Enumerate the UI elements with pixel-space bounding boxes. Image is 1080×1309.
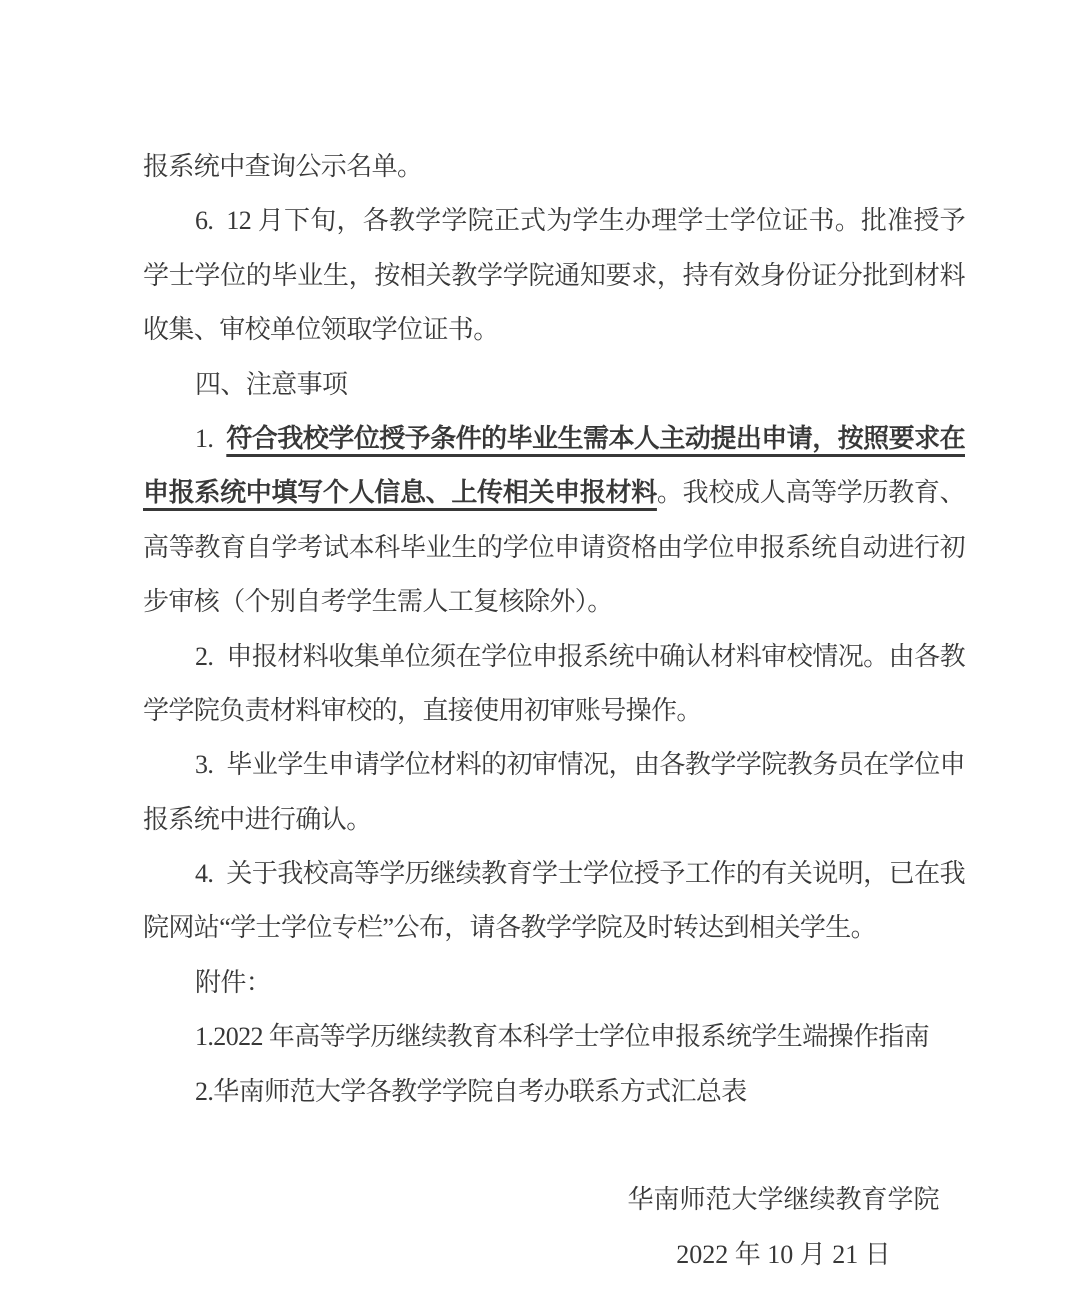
paragraph-number: 3. (195, 750, 214, 780)
signature-date-text: 2022 年 10 月 21 日 (676, 1239, 891, 1269)
note-1-line-1 (143, 412, 965, 466)
text-segment: 报系统中进行确认。 (143, 804, 372, 834)
para-6-line-1 (143, 194, 965, 248)
text-segment: 附件： (195, 967, 272, 997)
text-segment: 收集、审校单位领取学位证书。 (143, 315, 499, 345)
attachment-item-1 (143, 1010, 965, 1064)
text-segment: 院网站“学士学位专栏”公布，请各教学学院及时转达到相关学生。 (143, 913, 877, 943)
text-segment: 2.华南师范大学各教学学院自考办联系方式汇总表 (195, 1076, 747, 1106)
text-segment: 1.2022 年高等学历继续教育本科学士学位申报系统学生端操作指南 (195, 1022, 930, 1052)
signature-org (143, 1173, 965, 1227)
text-segment: 学学院负责材料审校的，直接使用初审账号操作。 (143, 695, 702, 725)
text-segment: 毕业学生申请学位材料的初审情况，由各教学学院教务员在学位申 (226, 750, 965, 780)
note-4-line-2 (143, 901, 965, 955)
text-segment: 。我校成人高等学历教育、 (656, 478, 965, 508)
text-segment: 报系统中查询公示名单。 (143, 152, 423, 181)
bold-underline-text: 申报系统中填写个人信息、上传相关申报材料 (143, 478, 657, 508)
paragraph-number: 6. (195, 206, 214, 236)
document-content (143, 140, 965, 1282)
para-6-line-3 (143, 303, 965, 357)
note-3-line-1 (143, 738, 965, 792)
blank-line (143, 1119, 965, 1173)
note-2-line-1 (143, 630, 965, 684)
paragraph-number: 1. (195, 423, 214, 453)
section-heading-4 (143, 358, 965, 412)
note-2-line-2 (143, 684, 965, 738)
note-1-line-3 (143, 521, 965, 575)
attachment-item-2 (143, 1065, 965, 1119)
attachments-label (143, 956, 965, 1010)
note-1-line-2 (143, 466, 965, 520)
text-segment: 申报材料收集单位须在学位申报系统中确认材料审校情况。由各教 (226, 641, 965, 671)
paragraph-number: 2. (195, 641, 214, 671)
text-segment: 步审核（个别自考学生需人工复核除外）。 (143, 587, 613, 617)
text-segment: 关于我校高等学历继续教育学士学位授予工作的有关说明，已在我 (226, 859, 965, 889)
text-segment: 高等教育自学考试本科毕业生的学位申请资格由学位申报系统自动进行初 (143, 532, 965, 562)
paragraph-number: 4. (195, 859, 214, 889)
para-6-line-2 (143, 249, 965, 303)
text-segment: 学士学位的毕业生，按相关教学学院通知要求，持有效身份证分批到材料 (143, 260, 965, 290)
signature-org-text: 华南师范大学继续教育学院 (627, 1185, 940, 1215)
note-3-line-2 (143, 793, 965, 847)
section-heading-text: 四、注意事项 (195, 369, 348, 399)
signature-date (143, 1228, 965, 1282)
bold-underline-text: 符合我校学位授予条件的毕业生需本人主动提出申请，按照要求在 (226, 423, 965, 453)
prev-para-continuation (143, 140, 965, 194)
note-1-line-4 (143, 575, 965, 629)
text-segment: 12 月下旬，各教学学院正式为学生办理学士学位证书。批准授予 (226, 206, 965, 236)
note-4-line-1 (143, 847, 965, 901)
